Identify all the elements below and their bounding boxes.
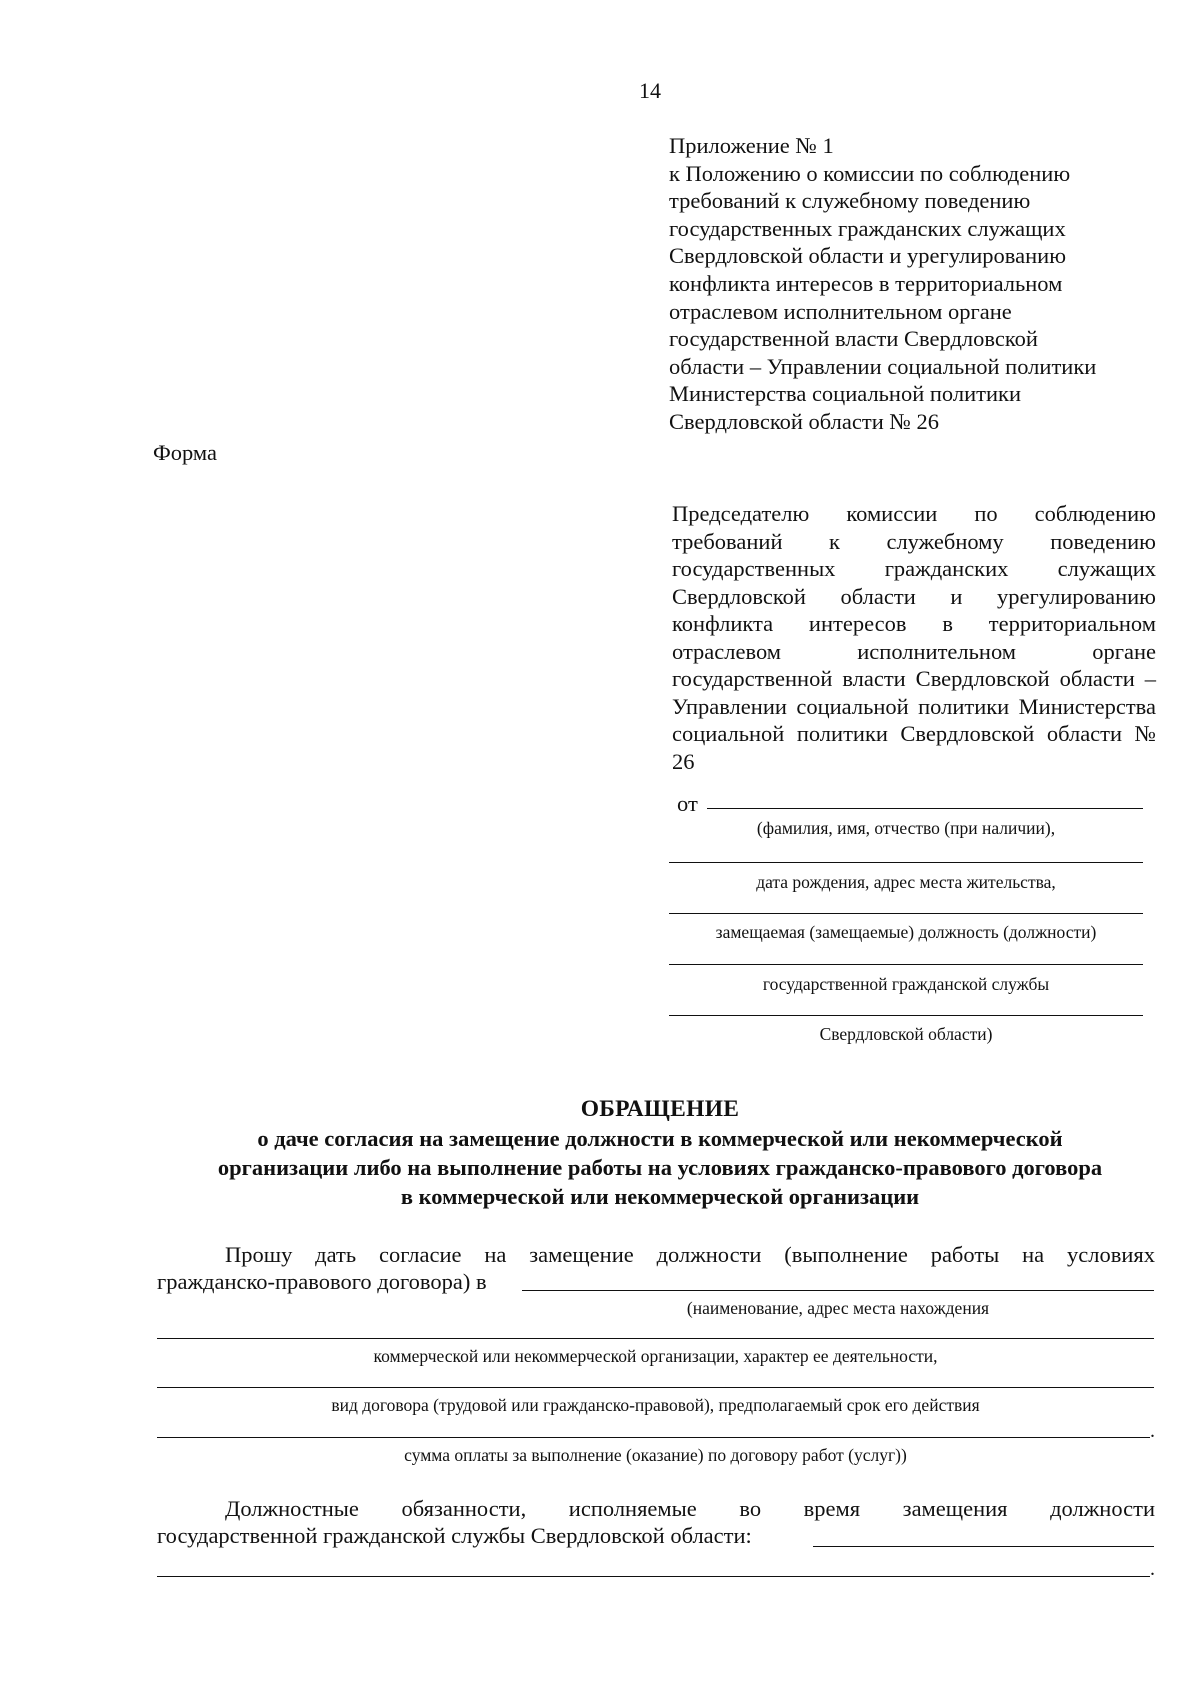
- annex-line: государственных гражданских служащих: [669, 215, 1066, 241]
- annex-line: к Положению о комиссии по соблюдению: [669, 160, 1071, 186]
- annex-line: конфликта интересов в территориальном: [669, 270, 1063, 296]
- contract-type-field[interactable]: [157, 1387, 1154, 1388]
- duties-field-1[interactable]: [813, 1546, 1154, 1547]
- organization-name-field[interactable]: [522, 1290, 1154, 1291]
- duties-field-2[interactable]: [157, 1576, 1150, 1577]
- page-number: 14: [639, 78, 661, 103]
- sender-caption-name: (фамилия, имя, отчество (при наличии),: [756, 818, 1056, 838]
- annex-line: государственной власти Свердловской: [669, 326, 1038, 352]
- from-word: от: [677, 791, 698, 816]
- organization-activity-field[interactable]: [157, 1338, 1154, 1339]
- document-title: [0, 1095, 1200, 1211]
- sender-name-field[interactable]: [707, 808, 1143, 809]
- sender-birth-address-field[interactable]: [669, 862, 1143, 863]
- sender-position-field[interactable]: [669, 913, 1143, 914]
- annex-line: области – Управлении социальной политики: [669, 353, 1097, 379]
- sender-caption-region: Свердловской области): [819, 1024, 993, 1044]
- title-subline: в коммерческой или некоммерческой организации: [400, 1184, 920, 1209]
- sender-from-row: [677, 791, 1144, 817]
- title-subline: организации либо на выполнение работы на условиях гражданско-правового договора: [217, 1155, 1103, 1180]
- annex-line: Свердловской области и урегулированию: [669, 243, 1067, 269]
- request-caption-activity: коммерческой или некоммерческой организации, характер ее деятельности,: [373, 1346, 938, 1366]
- sender-caption-position: замещаемая (замещаемые) должность (должности): [715, 922, 1097, 942]
- request-line-2: гражданско-правового договора) в: [157, 1269, 487, 1294]
- annex-line: Министерства социальной политики: [669, 381, 1022, 407]
- annex-line: Свердловской области № 26: [669, 408, 939, 434]
- annex-line: Приложение № 1: [669, 133, 834, 158]
- title-subline: о даче согласия на замещение должности в коммерческой или некоммерческой: [257, 1126, 1063, 1151]
- annex-header: [669, 132, 1149, 436]
- request-caption-name: (наименование, адрес места нахождения: [686, 1298, 990, 1318]
- duties-end-mark: .: [1150, 1558, 1155, 1580]
- request-line-1: Прошу дать согласие на замещение должности (выполнение работы на условиях: [225, 1242, 1155, 1267]
- payment-sum-field[interactable]: [157, 1437, 1150, 1438]
- duties-line-2: государственной гражданской службы Свердловской области:: [157, 1523, 752, 1548]
- annex-line: отраслевом исполнительном органе: [669, 298, 1012, 324]
- request-caption-payment: сумма оплаты за выполнение (оказание) по договору работ (услуг)): [404, 1445, 907, 1465]
- annex-line: требований к служебному поведению: [669, 188, 1031, 214]
- duties-line-1: Должностные обязанности, исполняемые во время замещения должности: [225, 1496, 1155, 1521]
- sender-caption-service: государственной гражданской службы: [762, 974, 1050, 994]
- title-main: ОБРАЩЕНИЕ: [580, 1096, 740, 1122]
- addressee-block: Председателю комиссии по соблюдению требований к служебному поведению государственных гражданских служащих Свердловской области и урегулированию конфликта интересов в территориальном отраслевом исполнительном органе государственной власти Свердловской области – Управлении социальной политики Министерства социальной политики Свердловской области № 26: [672, 501, 1156, 774]
- sender-service-field[interactable]: [669, 964, 1143, 965]
- request-end-mark: .: [1150, 1420, 1155, 1442]
- request-caption-contract: вид договора (трудовой или гражданско-правовой), предполагаемый срок его действия: [331, 1395, 980, 1415]
- sender-region-field[interactable]: [669, 1015, 1143, 1016]
- sender-caption-birth: дата рождения, адрес места жительства,: [756, 872, 1056, 892]
- form-label: Форма: [153, 440, 218, 465]
